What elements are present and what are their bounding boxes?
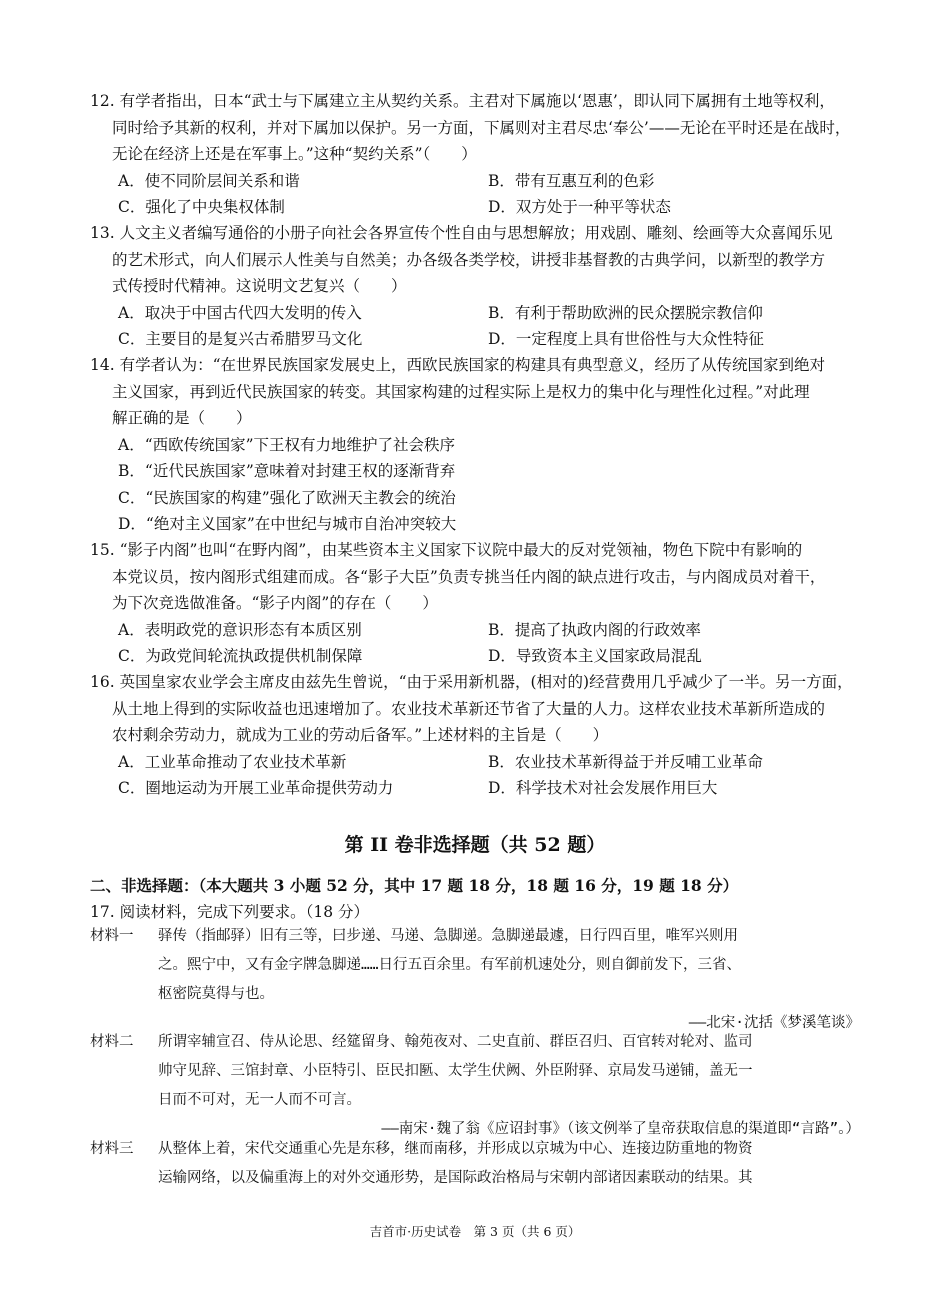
material-1-line-2: 之。熙宁中，又有金字牌急脚递……日行五百余里。有军前机速处分，则自御前发下，三省、 (158, 957, 741, 973)
question-14-option-c: C．“民族国家的构建”强化了欧洲天主教会的统治 (118, 488, 456, 507)
material-3-line-2: 运输网络，以及偏重海上的对外交通形势，是国际政治格局与宋朝内部诸因素联动的结果。其 (158, 1170, 753, 1186)
question-12-option-c: C．强化了中央集权体制 (118, 198, 285, 216)
question-16-option-a: A．工业革命推动了农业技术革新 (118, 752, 347, 771)
material-1-line-3: 枢密院莫得与也。 (158, 986, 274, 1002)
material-3-label: 材料三 (90, 1141, 134, 1157)
question-13-options (90, 300, 865, 353)
part-two-heading: 二、非选择题：（本大题共 3 小题 52 分，其中 17 题 18 分，18 题 16 分，19 题 18 分） (90, 876, 739, 895)
question-13-option-c: C．主要目的是复兴古希腊罗马文化 (118, 330, 363, 348)
material-2-label: 材料二 (90, 1034, 134, 1050)
question-16-line-2: 从土地上得到的实际收益也迅速增加了。农业技术革新还节省了大量的人力。这样农业技术革新所造成的 (112, 699, 826, 718)
question-12-line-1: 12. 有学者指出，日本“武士与下属建立主从契约关系。主君对下属施以‘恩惠’，即认同下属拥有土地等权利， (90, 92, 835, 110)
question-12-line-2: 同时给予其新的权利，并对下属加以保护。另一方面，下属则对主君尽忠‘奉公’——无论在平时还是在战时， (112, 118, 851, 137)
question-14-options (90, 432, 865, 538)
question-14-line-1: 14. 有学者认为：“在世界民族国家发展史上，西欧民族国家的构建具有典型意义，经历了从传统国家到绝对 (90, 356, 826, 374)
question-16 (90, 669, 865, 802)
question-13-option-b: B．有利于帮助欧洲的民众摆脱宗教信仰 (488, 303, 763, 322)
question-13 (90, 220, 865, 353)
question-14-option-a: A．“西欧传统国家”下王权有力地维护了社会秩序 (118, 435, 456, 454)
section-title: 第 II 卷非选择题（共 52 题） (344, 834, 606, 856)
question-15-option-a: A．表明政党的意识形态有本质区别 (118, 620, 362, 639)
question-16-option-d: D．科学技术对社会发展作用巨大 (488, 779, 718, 797)
question-15-option-d: D．导致资本主义国家政局混乱 (488, 647, 702, 665)
question-16-stem (90, 669, 865, 749)
question-12 (90, 88, 865, 221)
question-13-stem (90, 220, 865, 300)
material-3-line-1: 从整体上着，宋代交通重心先是东移，继而南移，并形成以京城为中心、连接边防重地的物资 (158, 1141, 753, 1157)
question-15 (90, 537, 865, 670)
question-16-line-3: 农村剩余劳动力，就成为工业的劳动后备军。”上述材料的主旨是（ ） (112, 726, 609, 744)
material-2-line-2: 帅守见辞、三馆封章、小臣特引、臣民扣匦、太学生伏阙、外臣附驿、京局发马递铺，盖无一 (158, 1063, 753, 1079)
question-14 (90, 352, 865, 538)
material-3 (90, 1135, 860, 1193)
material-1-line-1: 驿传（指邮驿）旧有三等，曰步递、马递、急脚递。急脚递最遽，日行四百里，唯军兴则用 (158, 928, 738, 944)
question-12-option-a: A．使不同阶层间关系和谐 (118, 171, 300, 190)
question-15-options (90, 617, 865, 670)
question-15-line-3: 为下次竞选做准备。“影子内阁”的存在（ ） (112, 594, 438, 612)
question-13-option-a: A．取决于中国古代四大发明的传入 (118, 303, 362, 322)
question-12-options (90, 168, 865, 221)
question-14-stem (90, 352, 865, 432)
question-16-option-c: C．圈地运动为开展工业革命提供劳动力 (118, 779, 394, 797)
material-1 (90, 922, 860, 1038)
question-16-line-1: 16. 英国皇家农业学会主席皮由兹先生曾说，“由于采用新机器，(相对的)经营费用几乎减少了一半。另一方面， (90, 673, 853, 691)
question-12-line-3: 无论在经济上还是在军事上。”这种“契约关系”（ ） (112, 145, 477, 163)
question-15-stem (90, 537, 865, 617)
question-13-line-1: 13. 人文主义者编写通俗的小册子向社会各界宣传个性自由与思想解放；用戏剧、雕刻、绘画等大众喜闻乐见 (90, 224, 833, 242)
question-14-line-2: 主义国家，再到近代民族国家的转变。其国家构建的过程实际上是权力的集中化与理性化过程。”对此理 (112, 382, 810, 401)
question-14-line-3: 解正确的是（ ） (112, 409, 252, 427)
material-2-line-1: 所谓宰辅宣召、侍从论思、经筵留身、翰苑夜对、二史直前、群臣召归、百官转对轮对、监司 (158, 1034, 753, 1050)
material-2-line-3: 日而不可对，无一人而不可言。 (158, 1092, 361, 1108)
question-14-option-b: B．“近代民族国家”意味着对封建王权的逐渐背弃 (118, 462, 456, 480)
question-16-option-b: B．农业技术革新得益于并反哺工业革命 (488, 752, 763, 771)
material-1-source: ——北宋·沈括《梦溪笔谈》 (688, 1015, 860, 1031)
question-13-line-2: 的艺术形式，向人们展示人性美与自然美；办各级各类学校，讲授非基督教的古典学问，以新型的教学方 (112, 250, 826, 269)
material-1-label: 材料一 (90, 928, 134, 944)
question-15-option-c: C．为政党间轮流执政提供机制保障 (118, 647, 363, 665)
question-15-option-b: B．提高了执政内阁的行政效率 (488, 620, 701, 639)
question-15-line-2: 本党议员，按内阁形式组建而成。各“影子大臣”负责专挑当任内阁的缺点进行攻击，与内阁成员对着干， (112, 567, 826, 586)
page-footer: 吉首市·历史试卷 第 3 页（共 6 页） (369, 1224, 581, 1239)
question-12-stem (90, 88, 865, 168)
question-12-option-b: B．带有互惠互利的色彩 (488, 171, 655, 190)
material-2-source: ——南宋·魏了翁《应诏封事》（该文例举了皇帝获取信息的渠道即“言路”。） (381, 1121, 860, 1137)
question-13-line-3: 式传授时代精神。这说明文艺复兴（ ） (112, 277, 407, 295)
question-12-option-d: D．双方处于一种平等状态 (488, 198, 671, 216)
question-14-option-d: D．“绝对主义国家”在中世纪与城市自治冲突较大 (118, 515, 457, 533)
question-16-options (90, 749, 865, 802)
question-17-heading: 17. 阅读材料，完成下列要求。（18 分） (90, 903, 369, 921)
question-13-option-d: D．一定程度上具有世俗性与大众性特征 (488, 330, 764, 348)
material-2 (90, 1028, 860, 1144)
question-15-line-1: 15. “影子内阁”也叫“在野内阁”，由某些资本主义国家下议院中最大的反对党领袖，物色下院中有影响的 (90, 541, 803, 559)
